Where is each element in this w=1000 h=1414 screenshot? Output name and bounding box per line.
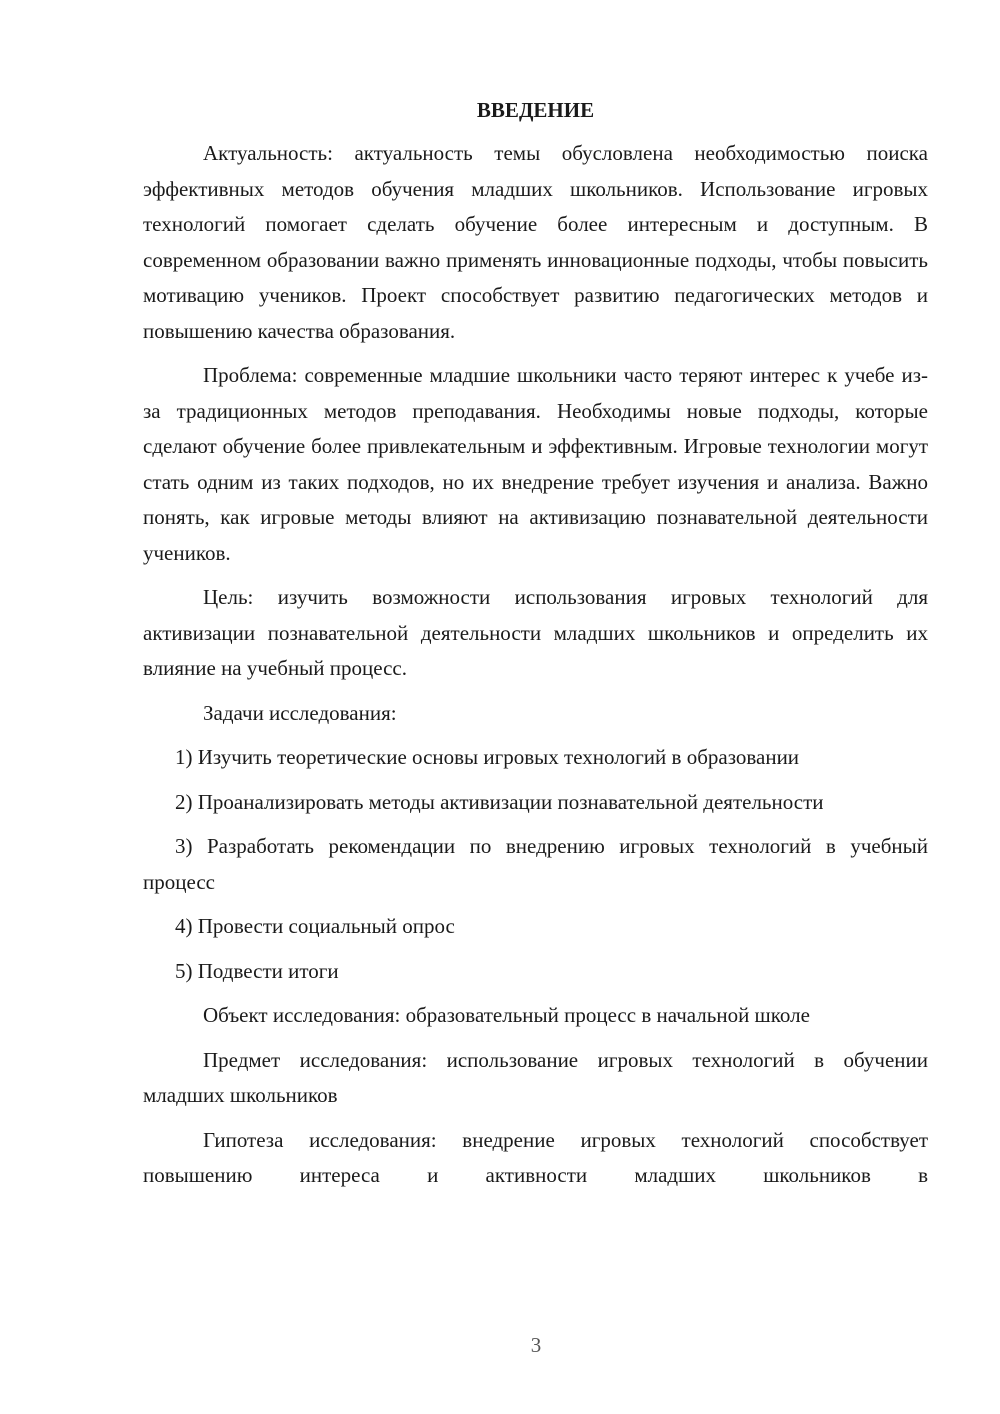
section-title: ВВЕДЕНИЕ [476,98,595,122]
goal-paragraph: Цель: изучить возможности использования игровых технологий для активизации познавательной деятельности младших школьников и определить их влияние на учебный процесс. [143,585,928,680]
page-number: 3 [530,1333,542,1357]
task-item: 5) Подвести итоги [175,958,339,983]
object-paragraph: Объект исследования: образовательный процесс в начальной школе [203,1003,810,1027]
task-item: 3) Разработать рекомендации по внедрению игровых технологий в учебный процесс [143,834,928,894]
task-item: 4) Провести социальный опрос [175,914,455,938]
tasks-heading: Задачи исследования: [203,700,397,725]
subject-paragraph: Предмет исследования: использование игровых технологий в обучении младших школьников [143,1047,928,1107]
problem-paragraph: Проблема: современные младшие школьники часто теряют интерес к учебе из-за традиционных методов преподавания. Необходимы новые подходы, которые сделают обучение более привлекательным и эффективным. Игровые технологии могут стать одним из таких подходов, но их внедрение требует изучения и анализа. Важно понять, как игровые методы влияют на активизацию познавательной деятельности учеников. [143,363,928,565]
relevance-paragraph: Актуальность: актуальность темы обусловлена необходимостью поиска эффективных методов обучения младших школьников. Использование игровых технологий помогает сделать обучение более интересным и доступным. В современном образовании важно применять инновационные подходы, чтобы повысить мотивацию учеников. Проект способствует развитию педагогических методов и повышению качества образования. [143,141,928,343]
task-item: 1) Изучить теоретические основы игровых технологий в образовании [175,745,800,769]
document-page [143,94,928,1203]
hypothesis-paragraph: Гипотеза исследования: внедрение игровых технологий способствует повышению интереса и активности младших школьников в [143,1127,928,1187]
task-item: 2) Проанализировать методы активизации познавательной деятельности [175,789,824,814]
